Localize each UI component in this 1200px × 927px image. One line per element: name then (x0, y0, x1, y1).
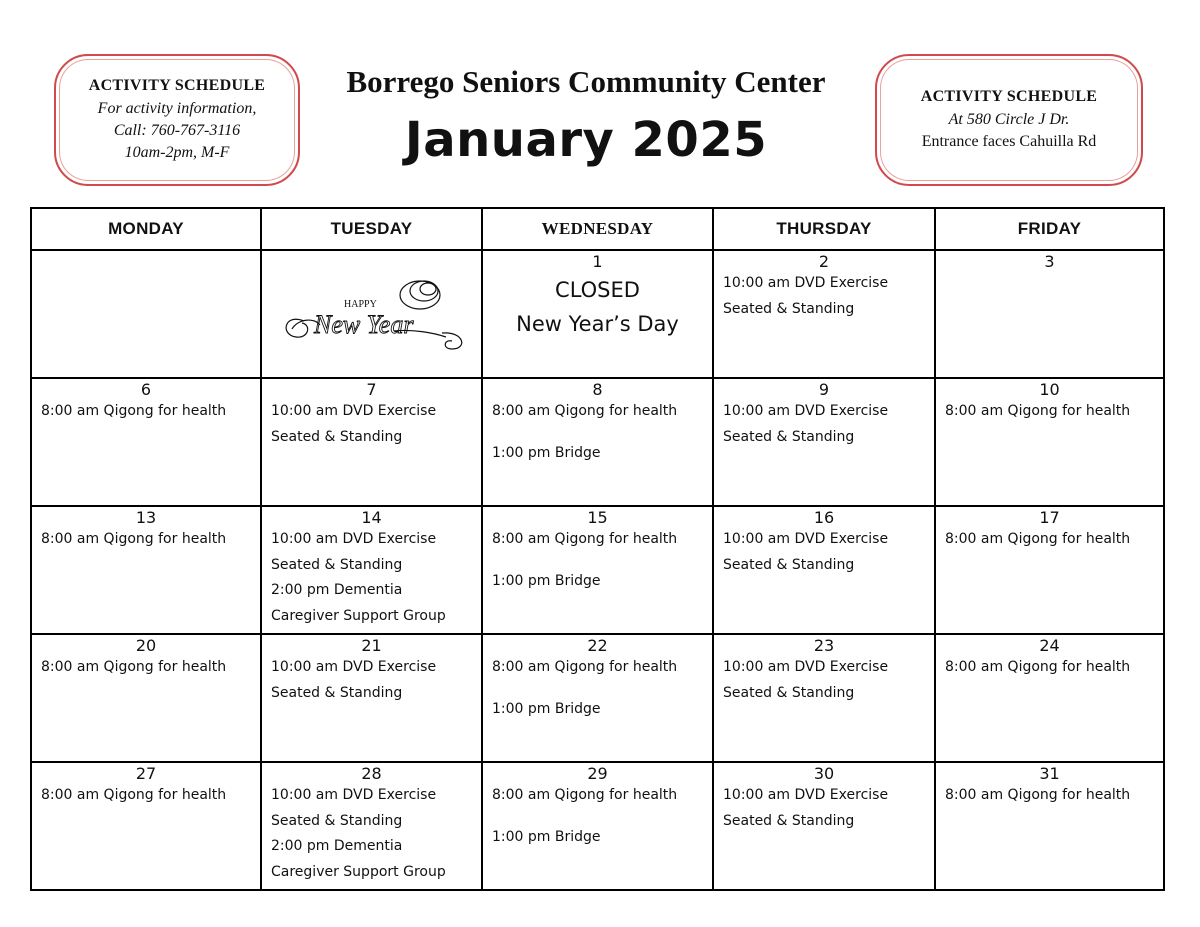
event-item: Seated & Standing (271, 684, 403, 701)
address-line: At 580 Circle J Dr. (948, 110, 1070, 128)
event-item: 8:00 am Qigong for health (41, 403, 227, 419)
day-cell-thursday (713, 378, 935, 506)
day-cell-thursday (713, 250, 935, 378)
phone-line: Call: 760-767-3116 (113, 121, 241, 139)
day-number: 10 (1039, 380, 1060, 399)
info-line: For activity information, (97, 99, 257, 117)
event-item: 10:00 am DVD Exercise (723, 275, 889, 291)
day-cell-tuesday (261, 762, 482, 890)
event-item: 8:00 am Qigong for health (41, 531, 227, 547)
day-cell-thursday (713, 506, 935, 634)
happy-text: HAPPY (343, 299, 377, 310)
event-item: 8:00 am Qigong for health (492, 659, 678, 675)
day-cell-friday (935, 506, 1164, 634)
event-item: 1:00 pm Bridge (492, 700, 601, 717)
event-item: 8:00 am Qigong for health (945, 787, 1131, 803)
day-number: 31 (1039, 764, 1060, 783)
day-number: 8 (592, 380, 603, 399)
event-item: 8:00 am Qigong for health (945, 531, 1131, 547)
event-item: 8:00 am Qigong for health (492, 531, 678, 547)
new-year-text: New Year (313, 310, 413, 339)
event-item: 8:00 am Qigong for health (945, 659, 1131, 675)
event-item: 8:00 am Qigong for health (492, 787, 678, 803)
event-item: Seated & Standing (723, 300, 855, 317)
event-item: 8:00 am Qigong for health (492, 403, 678, 419)
closed-label: CLOSED (555, 278, 640, 302)
day-cell-monday (31, 250, 261, 378)
box-title: ACTIVITY SCHEDULE (920, 87, 1098, 105)
day-number: 23 (813, 636, 835, 655)
event-item: 10:00 am DVD Exercise (271, 531, 437, 547)
weekday-header-friday: FRIDAY (935, 208, 1164, 250)
day-number: 14 (361, 508, 382, 527)
calendar-grid (30, 207, 1165, 891)
happy-new-year-art (274, 273, 470, 353)
day-number: 15 (587, 508, 608, 527)
day-cell-monday (31, 762, 261, 890)
day-cell-thursday (713, 634, 935, 762)
day-number: 9 (818, 380, 830, 399)
event-item: 10:00 am DVD Exercise (271, 403, 437, 419)
day-number: 24 (1039, 636, 1060, 655)
day-cell-monday (31, 378, 261, 506)
event-item: 10:00 am DVD Exercise (723, 531, 889, 547)
day-cell-wednesday (482, 378, 713, 506)
event-item: Seated & Standing (271, 812, 403, 829)
week-row (31, 250, 1164, 378)
event-item: Seated & Standing (723, 812, 855, 829)
day-cell-wednesday (482, 506, 713, 634)
event-item: Caregiver Support Group (271, 607, 446, 624)
event-item: 10:00 am DVD Exercise (723, 403, 889, 419)
day-cell-friday (935, 378, 1164, 506)
event-item: 8:00 am Qigong for health (945, 403, 1131, 419)
week-row (31, 378, 1164, 506)
event-item: 8:00 am Qigong for health (41, 659, 227, 675)
day-number: 2 (818, 252, 830, 271)
week-row (31, 762, 1164, 890)
week-row (31, 634, 1164, 762)
event-item: Seated & Standing (271, 428, 403, 445)
day-cell-friday (935, 634, 1164, 762)
day-cell-wednesday (482, 634, 713, 762)
activity-info-box (54, 54, 300, 186)
day-cell-thursday (713, 762, 935, 890)
event-item: Seated & Standing (271, 556, 403, 573)
event-item: 1:00 pm Bridge (492, 444, 601, 461)
day-cell-tuesday (261, 506, 482, 634)
day-number: 29 (587, 764, 608, 783)
day-number: 21 (361, 636, 382, 655)
day-number: 1 (592, 252, 603, 271)
box-title: ACTIVITY SCHEDULE (88, 76, 266, 94)
day-cell-wednesday (482, 762, 713, 890)
day-number: 22 (587, 636, 608, 655)
day-number: 28 (361, 764, 382, 783)
day-cell-tuesday (261, 634, 482, 762)
event-item: 1:00 pm Bridge (492, 572, 601, 589)
event-item: Seated & Standing (723, 556, 855, 573)
day-number: 7 (366, 380, 377, 399)
day-cell-monday (31, 634, 261, 762)
event-item: Seated & Standing (723, 428, 855, 445)
day-cell-monday (31, 506, 261, 634)
weekday-header-wednesday: WEDNESDAY (482, 208, 713, 250)
weekday-header-thursday: THURSDAY (713, 208, 935, 250)
day-number: 27 (135, 764, 157, 783)
location-info-box (875, 54, 1143, 186)
day-number: 20 (135, 636, 157, 655)
day-cell-tuesday (261, 378, 482, 506)
event-item: 10:00 am DVD Exercise (723, 787, 889, 803)
weekday-header-tuesday: TUESDAY (261, 208, 482, 250)
day-cell-tuesday (261, 250, 482, 378)
day-number: 3 (1044, 252, 1055, 271)
day-number: 6 (140, 380, 152, 399)
event-item: 1:00 pm Bridge (492, 828, 601, 845)
weekday-header-row (31, 208, 1164, 250)
day-number: 16 (813, 508, 835, 527)
weekday-header-monday: MONDAY (31, 208, 261, 250)
day-cell-friday (935, 250, 1164, 378)
entrance-line: Entrance faces Cahuilla Rd (921, 132, 1097, 150)
event-item: 2:00 pm Dementia (271, 838, 403, 854)
day-number: 13 (135, 508, 157, 527)
center-name: Borrego Seniors Community Center (346, 64, 826, 99)
event-item: 8:00 am Qigong for health (41, 787, 227, 803)
event-item: 10:00 am DVD Exercise (271, 659, 437, 675)
event-item: 10:00 am DVD Exercise (723, 659, 889, 675)
week-row (31, 506, 1164, 634)
event-item: Caregiver Support Group (271, 863, 446, 880)
event-item: 2:00 pm Dementia (271, 582, 403, 598)
event-item: 10:00 am DVD Exercise (271, 787, 437, 803)
day-cell-wednesday (482, 250, 713, 378)
day-number: 30 (813, 764, 835, 783)
day-number: 17 (1039, 508, 1060, 527)
event-item: Seated & Standing (723, 684, 855, 701)
month-title: January 2025 (404, 112, 768, 168)
day-cell-friday (935, 762, 1164, 890)
hours-line: 10am-2pm, M-F (124, 143, 230, 161)
holiday-label: New Year’s Day (516, 312, 679, 336)
